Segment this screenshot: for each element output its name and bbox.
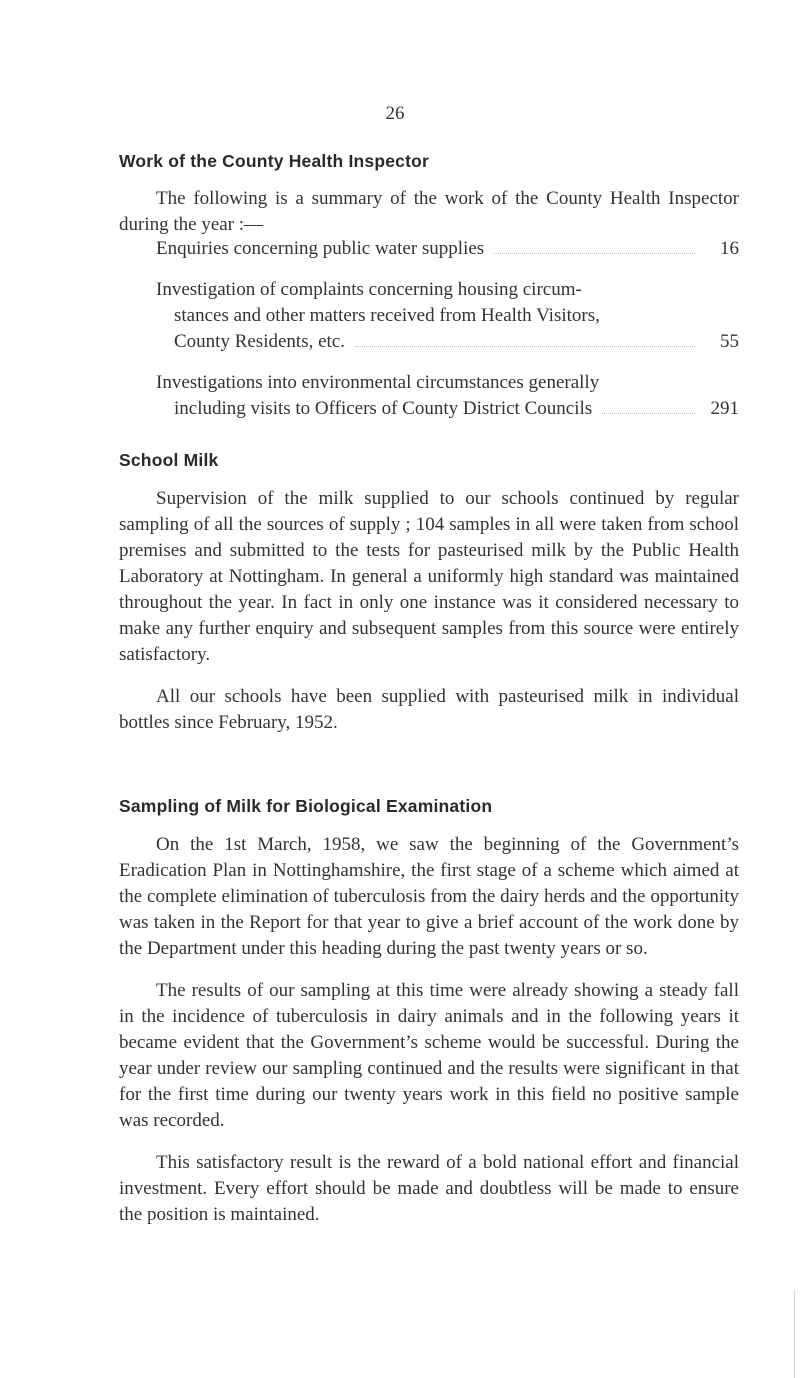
summary-item-water-supplies (119, 236, 739, 262)
summary-item-count: 55 (720, 331, 739, 352)
sampling-paragraph: This satisfactory result is the reward of a bold national effort and financial investment. Every effort should be made and doubtless will be made to ensure the position is maintained. (119, 1152, 739, 1225)
leader-dots (602, 413, 695, 414)
sampling-paragraph: On the 1st March, 1958, we saw the beginning of the Government’s Eradication Plan in Nottinghamshire, the first stage of a scheme which aimed at the complete elimination of tuberculosis from the dairy herds and the opportunity was taken in the Report for that year to give a brief account of the work done by the Department under this heading during the past twenty years or so. (119, 834, 739, 959)
county-health-heading: Work of the County Health Inspector (119, 151, 430, 171)
school-milk-heading: School Milk (119, 450, 219, 470)
sampling-heading: Sampling of Milk for Biological Examination (119, 796, 493, 816)
school-milk-paragraph: Supervision of the milk supplied to our schools continued by regular sampling of all the sources of supply ; 104 samples in all were taken from school premises and submitted to the tests for pasteurised milk by the Public Health Laboratory at Nottingham. In general a uniformly high standard was maintained throughout the year. In fact in only one instance was it considered necessary to make any further enquiry and subsequent samples from this source were entirely satisfactory. (119, 488, 739, 665)
county-health-intro (119, 186, 739, 238)
summary-item-environmental (119, 370, 739, 422)
school-milk-body (119, 486, 739, 736)
summary-item-text: Enquiries concerning public water supplies (156, 238, 485, 259)
summary-item-text: including visits to Officers of County District Councils (174, 398, 593, 419)
summary-item-text: County Residents, etc. (174, 331, 345, 352)
summary-item-text: Investigations into environmental circumstances generally (156, 372, 600, 393)
sampling-paragraph: The results of our sampling at this time were already showing a steady fall in the incidence of tuberculosis in dairy animals and in the following years it became evident that the Government’s scheme would be successful. During the year under review our sampling continued and the results were significant in that for the first time during our twenty years work in this field no positive sample was recorded. (119, 980, 739, 1131)
summary-item-text: stances and other matters received from Health Visitors, (174, 305, 600, 326)
page-number: 26 (385, 103, 405, 124)
inspector-summary-list (119, 236, 739, 437)
summary-item-count: 16 (720, 238, 739, 259)
intro-paragraph: The following is a summary of the work of the County Health Inspector during the year :— (119, 188, 739, 235)
sampling-body (119, 832, 739, 1228)
summary-item-housing-complaints (119, 277, 739, 355)
school-milk-paragraph: All our schools have been supplied with pasteurised milk in individual bottles since February, 1952. (119, 686, 739, 733)
leader-dots (494, 253, 695, 254)
summary-item-text: Investigation of complaints concerning housing circum- (156, 279, 582, 300)
leader-dots (355, 346, 695, 347)
page-edge-line (794, 1290, 795, 1378)
summary-item-count: 291 (710, 398, 739, 419)
